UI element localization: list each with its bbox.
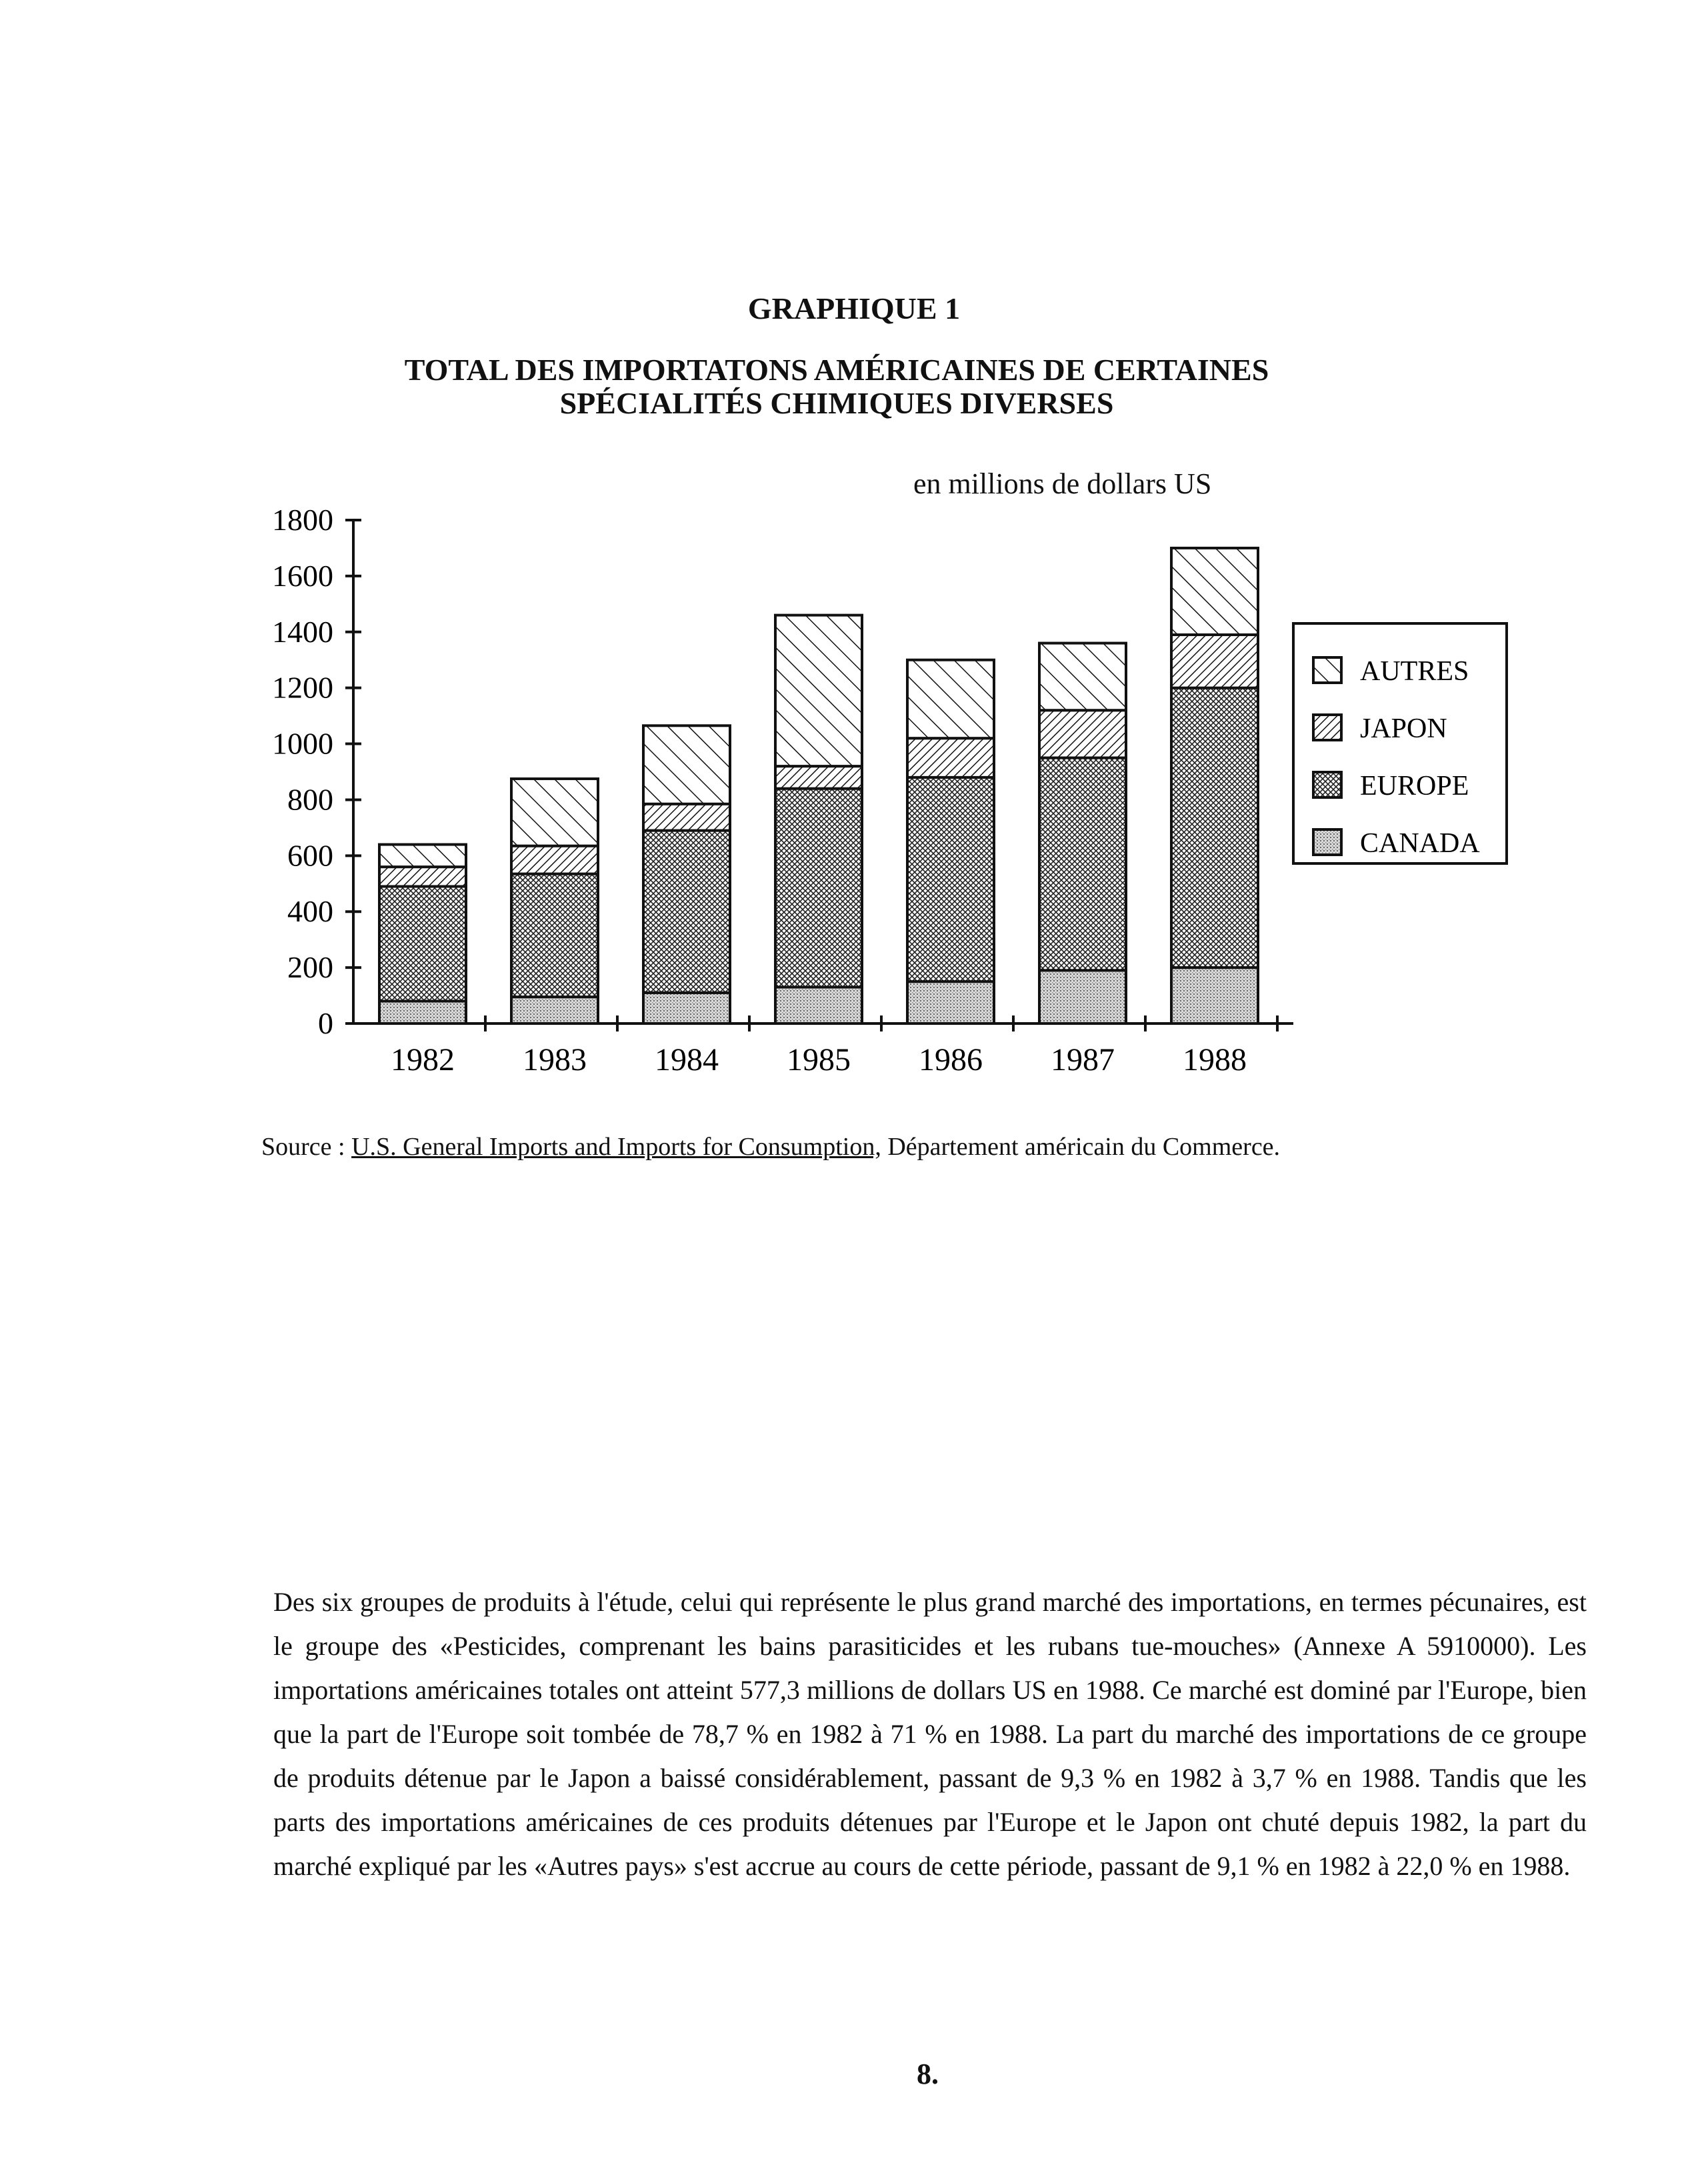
x-tick-label: 1988 [1183, 1042, 1247, 1077]
bar-segment-japon-1985 [775, 766, 862, 789]
units-label: en millions de dollars US [913, 467, 1212, 500]
chart-title-line-1: TOTAL DES IMPORTATONS AMÉRICAINES DE CERTAINES [404, 353, 1269, 387]
y-tick-label: 1200 [272, 670, 333, 705]
y-tick-label: 1000 [272, 726, 333, 761]
y-tick-label: 0 [318, 1006, 333, 1040]
y-tick-label: 200 [287, 950, 333, 985]
source-title: U.S. General Imports and Imports for Consumption, [351, 1133, 881, 1161]
x-tick-label: 1982 [391, 1042, 455, 1077]
x-tick-label: 1986 [919, 1042, 983, 1077]
body-paragraph: Des six groupes de produits à l'étude, celui qui représente le plus grand marché des importations, en termes pécunaires, est le groupe des «Pesticides, comprenant les bains parasiticides et les rubans tue-mouches» (Annexe A 5910000). Les importations américaines totales ont atteint 577,3 millions de dollars US en 1988. Ce marché est dominé par l'Europe, bien que la part de l'Europe soit tombée de 78,7 % en 1982 à 71 % en 1988. La part du marché des importations de ce groupe de produits détenue par le Japon a baissé considérablement, passant de 9,3 % en 1982 à 3,7 % en 1988. Tandis que les parts des importations américaines de ces produits détenues par l'Europe et le Japon ont chuté depuis 1982, la part du marché expliqué par les «Autres pays» s'est accrue au cours de cette période, passant de 9,1 % en 1982 à 22,0 % en 1988. [273, 1587, 1587, 1881]
legend-label-autres: AUTRES [1360, 656, 1469, 687]
source-note [261, 1132, 1280, 1162]
bar-segment-europe-1987 [1039, 758, 1126, 971]
bar-segment-canada-1988 [1171, 967, 1258, 1023]
page-number: 8. [917, 2058, 939, 2090]
bar-segment-autres-1985 [775, 615, 862, 767]
bar-segment-europe-1988 [1171, 688, 1258, 967]
chart-label: GRAPHIQUE 1 [747, 291, 961, 325]
bar-segment-japon-1988 [1171, 635, 1258, 688]
y-tick-label: 1400 [272, 614, 333, 649]
bar-segment-canada-1987 [1039, 970, 1126, 1023]
y-tick-label: 1800 [272, 503, 333, 537]
bar-segment-canada-1983 [511, 997, 598, 1023]
y-tick-label: 1600 [272, 558, 333, 593]
x-tick-label: 1984 [655, 1042, 719, 1077]
x-tick-label: 1983 [523, 1042, 587, 1077]
y-tick-label: 400 [287, 894, 333, 929]
bar-segment-autres-1987 [1039, 643, 1126, 711]
bar-segment-autres-1982 [379, 845, 466, 867]
legend-swatch-japon [1313, 715, 1341, 740]
x-tick-label: 1985 [787, 1042, 851, 1077]
bar-segment-europe-1985 [775, 789, 862, 987]
legend-swatch-europe [1313, 772, 1341, 797]
legend [1293, 623, 1507, 863]
bar-segment-europe-1983 [511, 874, 598, 997]
bar-segment-europe-1984 [643, 831, 730, 993]
bar-segment-autres-1984 [643, 725, 730, 803]
bar-segment-canada-1985 [775, 987, 862, 1023]
bar-segment-autres-1983 [511, 779, 598, 846]
bar-segment-japon-1982 [379, 867, 466, 886]
y-tick-label: 600 [287, 838, 333, 873]
bar-segment-europe-1986 [907, 777, 994, 981]
source-suffix: Département américain du Commerce. [887, 1133, 1281, 1161]
bar-segment-europe-1982 [379, 886, 466, 1001]
bar-segment-japon-1984 [643, 804, 730, 831]
legend-swatch-autres [1313, 657, 1341, 683]
bar-segment-japon-1983 [511, 846, 598, 874]
bar-segment-japon-1987 [1039, 710, 1126, 757]
chart-title-line-2: SPÉCIALITÉS CHIMIQUES DIVERSES [559, 386, 1114, 420]
bar-segment-autres-1986 [907, 660, 994, 738]
legend-label-europe: EUROPE [1360, 771, 1469, 801]
legend-swatch-canada [1313, 829, 1341, 855]
x-tick-label: 1987 [1051, 1042, 1115, 1077]
y-tick-label: 800 [287, 782, 333, 817]
source-prefix: Source : [261, 1133, 345, 1161]
bar-segment-japon-1986 [907, 738, 994, 777]
bar-segment-canada-1984 [643, 993, 730, 1023]
legend-label-japon: JAPON [1360, 713, 1447, 744]
legend-label-canada: CANADA [1360, 828, 1480, 859]
bar-segment-autres-1988 [1171, 548, 1258, 635]
bar-segment-canada-1982 [379, 1001, 466, 1023]
bar-segment-canada-1986 [907, 981, 994, 1023]
stacked-bar-chart [227, 493, 1527, 1094]
